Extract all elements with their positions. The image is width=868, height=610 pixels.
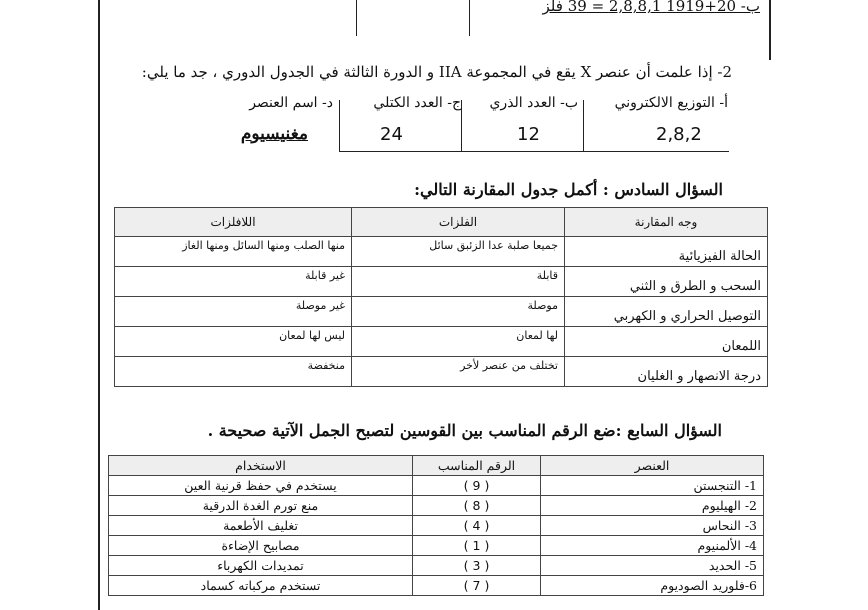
element-name: 1- التنجستن [541, 476, 764, 496]
row-metal-answer: لها لمعان [352, 327, 565, 357]
top-divider-right [469, 0, 470, 36]
row-aspect: الحالة الفيزيائية [565, 237, 768, 267]
element-name: 2- الهيليوم [541, 496, 764, 516]
usage-text: منع تورم الغدة الدرقية [109, 496, 413, 516]
table-header-row [115, 208, 768, 237]
row-nonmetal-answer: غير موصلة [115, 297, 352, 327]
q2-divider-3 [583, 100, 584, 152]
row-aspect: التوصيل الحراري و الكهربي [565, 297, 768, 327]
answer-number: ( 7 ) [413, 576, 541, 596]
answer-number: ( 9 ) [413, 476, 541, 496]
row-aspect: درجة الانصهار و الغليان [565, 357, 768, 387]
q2-part-label-b: ب- العدد الذري [489, 95, 578, 111]
row-metal-answer: قابلة [352, 267, 565, 297]
table-row [109, 476, 764, 496]
q2-answer-d: مغنيسيوم [240, 124, 308, 144]
page-border-left [98, 0, 100, 610]
row-nonmetal-answer: منخفضة [115, 357, 352, 387]
q2-answer-c: 24 [380, 124, 403, 145]
q6-title: السؤال السادس : أكمل جدول المقارنة التالي: [414, 180, 723, 199]
table-row [109, 536, 764, 556]
q2-divider-1 [339, 100, 340, 152]
header-aspect: وجه المقارنة [565, 208, 768, 237]
matching-table [108, 455, 764, 596]
q2-answer-a: 2,8,2 [656, 124, 702, 145]
table-row [115, 237, 768, 267]
header-nonmetals: اللافلزات [115, 208, 352, 237]
q2-part-label-d: د- اسم العنصر [249, 95, 333, 111]
top-equation: ب- 20+1919 2,8,8,1 = 39 فلز [542, 0, 760, 15]
element-name: 3- النحاس [541, 516, 764, 536]
element-name: 5- الحديد [541, 556, 764, 576]
usage-text: تمديدات الكهرباء [109, 556, 413, 576]
q2-answer-underline [339, 151, 729, 152]
page-border-right [769, 0, 771, 60]
table-row [115, 267, 768, 297]
row-aspect: السحب و الطرق و الثني [565, 267, 768, 297]
row-metal-answer: جميعا صلبة عدا الزئبق سائل [352, 237, 565, 267]
usage-text: تغليف الأطعمة [109, 516, 413, 536]
answer-number: ( 1 ) [413, 536, 541, 556]
q2-part-label-c: ج- العدد الكتلي [373, 95, 461, 111]
usage-text: تستخدم مركباته كسماد [109, 576, 413, 596]
q2-part-label-a: أ- التوزيع الالكتروني [614, 95, 728, 111]
answer-number: ( 3 ) [413, 556, 541, 576]
q2-answer-b: 12 [517, 124, 540, 145]
row-aspect: اللمعان [565, 327, 768, 357]
answer-number: ( 4 ) [413, 516, 541, 536]
table-header-row [109, 456, 764, 476]
row-nonmetal-answer: ليس لها لمعان [115, 327, 352, 357]
table-row [109, 576, 764, 596]
q2-question: 2- إذا علمت أن عنصر X يقع في المجموعة IIA و الدورة الثالثة في الجدول الدوري ، جد ما يلي: [141, 63, 732, 81]
q2-divider-2 [461, 100, 462, 152]
table-row [115, 327, 768, 357]
row-metal-answer: موصلة [352, 297, 565, 327]
q7-title: السؤال السابع :ضع الرقم المناسب بين القوسين لتصبح الجمل الآتية صحيحة . [207, 421, 722, 440]
table-row [109, 556, 764, 576]
element-name: 6-فلوريد الصوديوم [541, 576, 764, 596]
table-row [109, 516, 764, 536]
header-usage: الاستخدام [109, 456, 413, 476]
answer-number: ( 8 ) [413, 496, 541, 516]
header-metals: الفلزات [352, 208, 565, 237]
usage-text: يستخدم في حفظ قرنية العين [109, 476, 413, 496]
header-element: العنصر [541, 456, 764, 476]
row-nonmetal-answer: غير قابلة [115, 267, 352, 297]
element-name: 4- الألمنيوم [541, 536, 764, 556]
row-nonmetal-answer: منها الصلب ومنها السائل ومنها الغاز [115, 237, 352, 267]
row-metal-answer: تختلف من عنصر لأخر [352, 357, 565, 387]
usage-text: مصابيح الإضاءة [109, 536, 413, 556]
header-number: الرقم المناسب [413, 456, 541, 476]
table-row [109, 496, 764, 516]
comparison-table [114, 207, 768, 387]
table-row [115, 357, 768, 387]
table-row [115, 297, 768, 327]
top-divider-left [356, 0, 357, 36]
